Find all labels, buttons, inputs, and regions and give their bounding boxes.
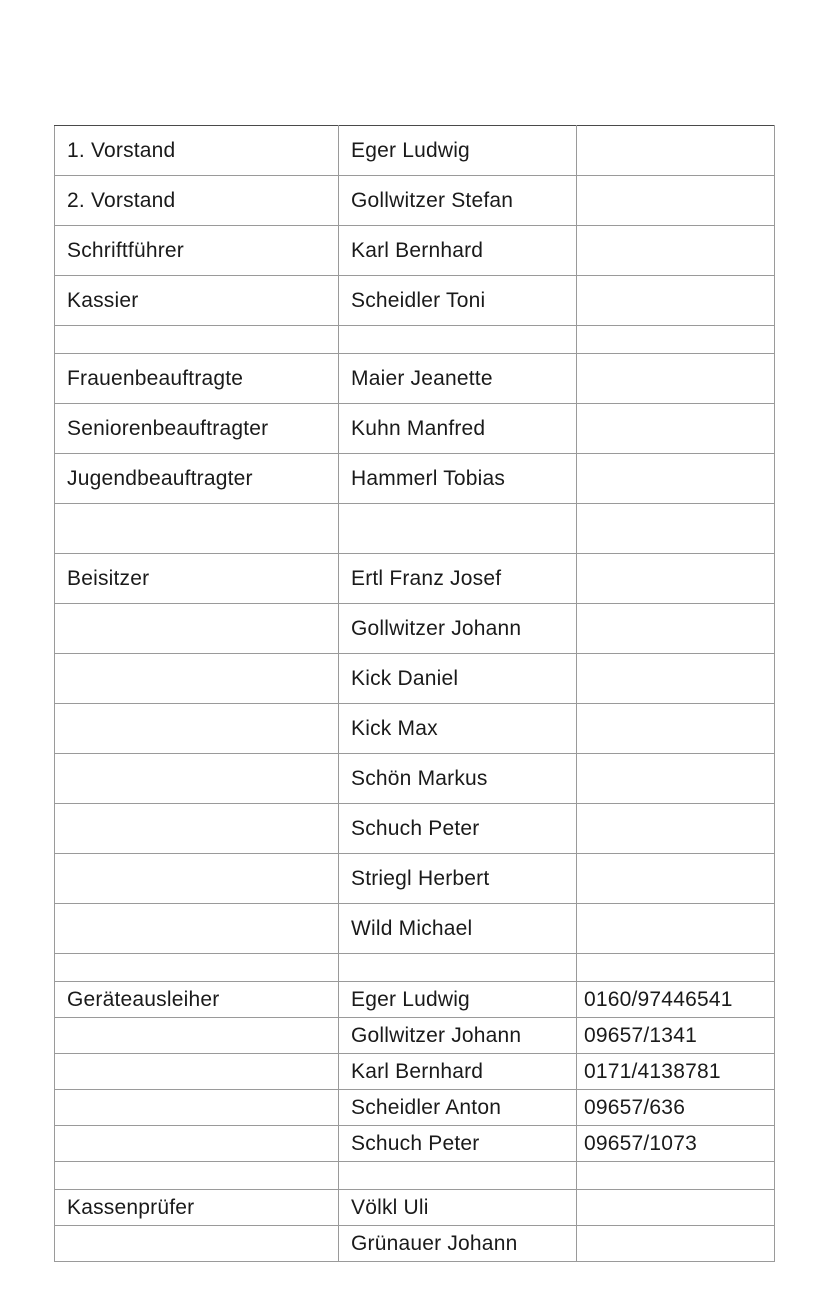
role-cell (55, 604, 339, 654)
phone-cell (577, 854, 775, 904)
phone-cell (577, 1226, 775, 1262)
name-cell: Schön Markus (339, 754, 577, 804)
role-cell (55, 1090, 339, 1126)
role-cell: Schriftführer (55, 226, 339, 276)
phone-cell: 09657/1073 (577, 1126, 775, 1162)
table-row (55, 1018, 775, 1054)
phone-cell (577, 704, 775, 754)
phone-cell (577, 454, 775, 504)
role-cell (55, 1226, 339, 1262)
table-row (55, 704, 775, 754)
phone-cell: 0171/4138781 (577, 1054, 775, 1090)
role-cell (55, 854, 339, 904)
spacer-row (55, 1162, 775, 1190)
board-members-table (54, 125, 775, 1262)
name-cell: Völkl Uli (339, 1190, 577, 1226)
table-row (55, 354, 775, 404)
table-row (55, 454, 775, 504)
name-cell: Eger Ludwig (339, 982, 577, 1018)
role-cell (55, 1018, 339, 1054)
table-row (55, 404, 775, 454)
name-cell: Gollwitzer Stefan (339, 176, 577, 226)
table-row (55, 804, 775, 854)
phone-cell (577, 604, 775, 654)
phone-cell: 0160/97446541 (577, 982, 775, 1018)
phone-cell (577, 226, 775, 276)
role-cell (55, 904, 339, 954)
phone-cell (577, 1162, 775, 1190)
name-cell: Gollwitzer Johann (339, 1018, 577, 1054)
name-cell: Schuch Peter (339, 1126, 577, 1162)
phone-cell (577, 904, 775, 954)
name-cell: Scheidler Toni (339, 276, 577, 326)
table-row (55, 226, 775, 276)
phone-cell: 09657/636 (577, 1090, 775, 1126)
phone-cell (577, 276, 775, 326)
name-cell: Kuhn Manfred (339, 404, 577, 454)
phone-cell (577, 504, 775, 554)
phone-cell (577, 126, 775, 176)
name-cell (339, 504, 577, 554)
name-cell: Gollwitzer Johann (339, 604, 577, 654)
table-row (55, 904, 775, 954)
table-row (55, 1190, 775, 1226)
name-cell: Striegl Herbert (339, 854, 577, 904)
role-cell (55, 654, 339, 704)
phone-cell (577, 354, 775, 404)
name-cell: Karl Bernhard (339, 226, 577, 276)
table-row (55, 276, 775, 326)
phone-cell (577, 954, 775, 982)
name-cell (339, 1162, 577, 1190)
role-cell: 1. Vorstand (55, 126, 339, 176)
role-cell: Jugendbeauftragter (55, 454, 339, 504)
table-row (55, 554, 775, 604)
role-cell (55, 804, 339, 854)
role-cell: Kassier (55, 276, 339, 326)
spacer-row (55, 326, 775, 354)
name-cell: Ertl Franz Josef (339, 554, 577, 604)
name-cell: Hammerl Tobias (339, 454, 577, 504)
phone-cell (577, 654, 775, 704)
table-row (55, 854, 775, 904)
table-row (55, 1226, 775, 1262)
role-cell: Frauenbeauftragte (55, 354, 339, 404)
spacer-row (55, 504, 775, 554)
name-cell: Karl Bernhard (339, 1054, 577, 1090)
table-row (55, 1054, 775, 1090)
table-row (55, 126, 775, 176)
table-row (55, 754, 775, 804)
table-row (55, 176, 775, 226)
role-cell: Geräteausleiher (55, 982, 339, 1018)
table-row (55, 1090, 775, 1126)
phone-cell (577, 326, 775, 354)
spacer-row (55, 954, 775, 982)
table-row (55, 604, 775, 654)
role-cell (55, 1126, 339, 1162)
name-cell: Kick Daniel (339, 654, 577, 704)
phone-cell (577, 176, 775, 226)
name-cell: Maier Jeanette (339, 354, 577, 404)
board-members-table-container (54, 125, 774, 1262)
role-cell (55, 954, 339, 982)
name-cell: Wild Michael (339, 904, 577, 954)
name-cell (339, 326, 577, 354)
role-cell (55, 754, 339, 804)
phone-cell (577, 554, 775, 604)
table-row (55, 654, 775, 704)
role-cell: Kassenprüfer (55, 1190, 339, 1226)
name-cell (339, 954, 577, 982)
table-row (55, 982, 775, 1018)
name-cell: Eger Ludwig (339, 126, 577, 176)
role-cell: Seniorenbeauftragter (55, 404, 339, 454)
phone-cell (577, 754, 775, 804)
phone-cell (577, 404, 775, 454)
phone-cell (577, 804, 775, 854)
role-cell (55, 326, 339, 354)
role-cell (55, 1054, 339, 1090)
role-cell (55, 504, 339, 554)
name-cell: Kick Max (339, 704, 577, 754)
role-cell: Beisitzer (55, 554, 339, 604)
role-cell (55, 1162, 339, 1190)
name-cell: Schuch Peter (339, 804, 577, 854)
role-cell: 2. Vorstand (55, 176, 339, 226)
name-cell: Scheidler Anton (339, 1090, 577, 1126)
phone-cell: 09657/1341 (577, 1018, 775, 1054)
table-row (55, 1126, 775, 1162)
name-cell: Grünauer Johann (339, 1226, 577, 1262)
phone-cell (577, 1190, 775, 1226)
role-cell (55, 704, 339, 754)
